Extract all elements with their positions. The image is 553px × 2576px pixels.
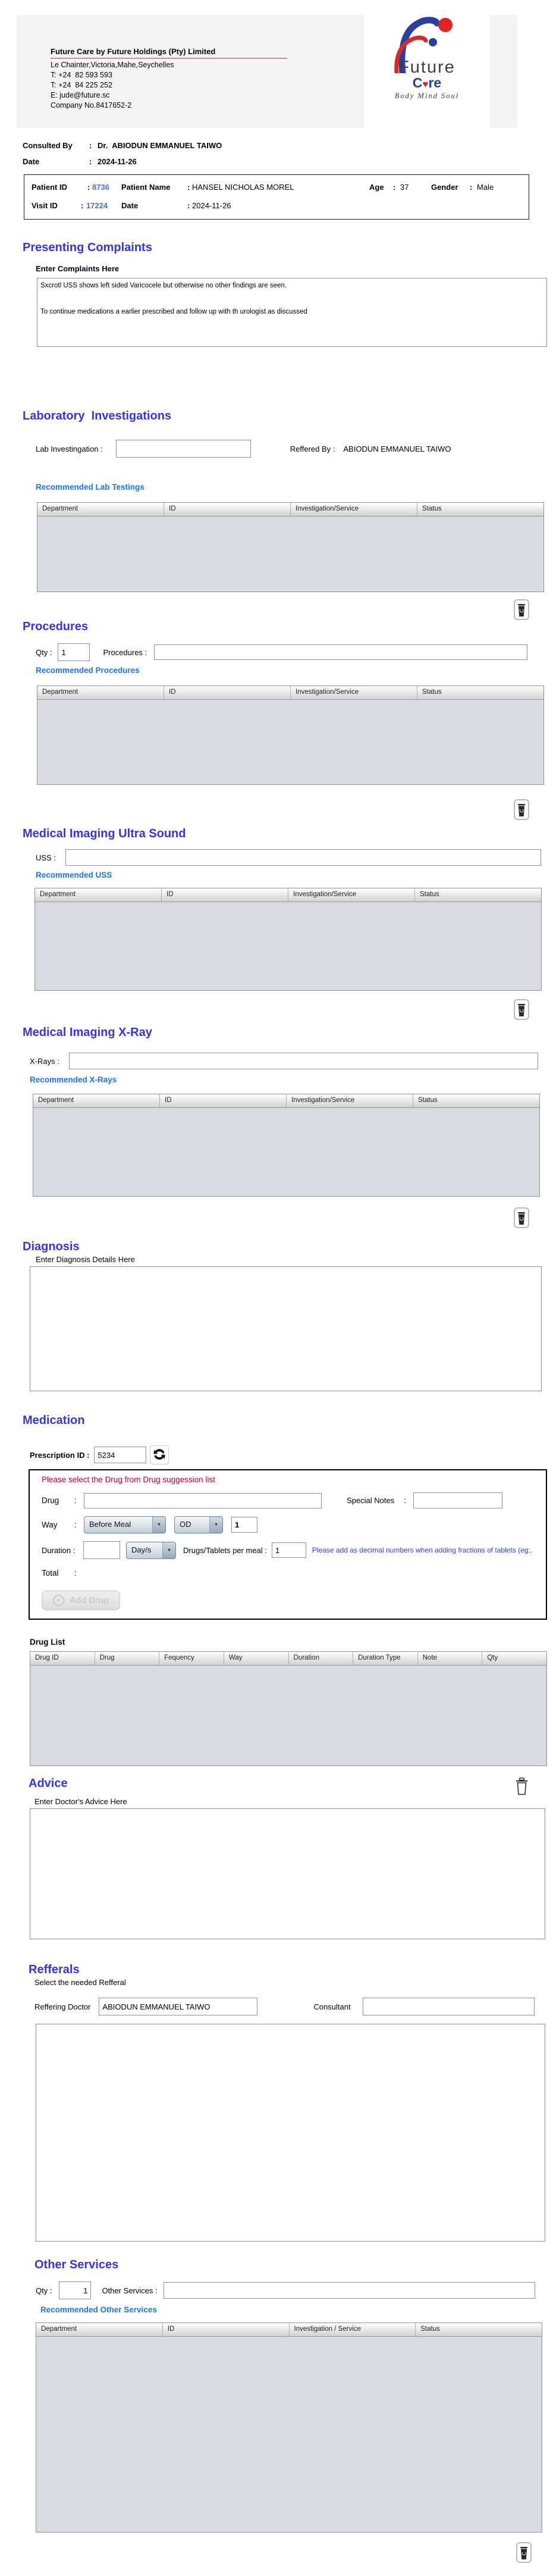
diagnosis-sublabel: Enter Diagnosis Details Here	[36, 1255, 135, 1264]
other-field-label: Other Services :	[102, 2286, 158, 2295]
logo-wordmark-future: Future	[398, 58, 455, 77]
procedures-field-label: Procedures :	[103, 647, 147, 657]
company-logo	[364, 15, 490, 128]
uss-table-body[interactable]	[35, 902, 541, 990]
reffering-doctor-label: Reffering Doctor	[34, 2002, 91, 2011]
trash-icon	[517, 802, 526, 817]
column-header: ID	[164, 503, 291, 516]
refferals-sublabel: Select the needed Refferal	[34, 1978, 126, 1987]
visit-date-label: Date	[121, 201, 139, 210]
company-email: E: jude@future.sc	[51, 91, 110, 99]
other-services-body[interactable]	[36, 2337, 542, 2532]
referred-by-value: ABIODUN EMMANUEL TAIWO	[343, 444, 451, 453]
advice-textarea[interactable]	[30, 1808, 545, 1939]
procedures-qty-input[interactable]	[58, 643, 90, 661]
column-header: ID	[162, 888, 288, 902]
column-header: Status	[422, 505, 442, 512]
refresh-prescription-button[interactable]	[150, 1445, 169, 1464]
reffering-doctor-input[interactable]	[99, 1998, 257, 2015]
lab-table-body[interactable]	[37, 517, 543, 591]
procedures-table	[37, 686, 544, 785]
column-header: Drug ID	[30, 1652, 95, 1665]
column-header: Status	[422, 688, 442, 696]
chevron-down-icon: ▼	[209, 1517, 222, 1533]
xray-input[interactable]	[69, 1053, 538, 1069]
presenting-complaints-title: Presenting Complaints	[23, 241, 152, 254]
column-header: Way	[224, 1652, 289, 1665]
diagnosis-title: Diagnosis	[23, 1240, 80, 1253]
refresh-icon	[152, 1447, 167, 1462]
patient-name-value: HANSEL NICHOLAS MOREL	[192, 183, 294, 192]
patient-id-label: Patient ID	[32, 183, 67, 192]
column-header: Qty	[487, 1654, 498, 1661]
column-header: Department	[35, 888, 162, 902]
add-drug-button[interactable]: + Add Drug	[42, 1591, 120, 1610]
patient-row-1: Patient ID : 8736 Patient Name : HANSEL NICHOLAS MOREL Age : 37 Gender : Male	[32, 183, 494, 192]
xray-field-label: X-Rays :	[30, 1056, 59, 1066]
procedures-title: Procedures	[23, 620, 89, 633]
patient-id-value: 8736	[92, 183, 109, 192]
date-value: 2024-11-26	[98, 157, 137, 166]
date-label: Date	[23, 157, 40, 166]
column-header: Drug	[95, 1652, 160, 1665]
frequency-select[interactable]: OD ▼	[174, 1516, 223, 1533]
chevron-down-icon: ▼	[152, 1517, 165, 1533]
heart-icon: ♥	[422, 79, 429, 90]
column-header: Fequency	[159, 1652, 224, 1665]
drug-list-header	[30, 1652, 546, 1666]
complaints-textarea[interactable]	[37, 278, 547, 347]
recommended-other-link[interactable]: Recommended Other Services	[40, 2305, 157, 2314]
company-phone-1: T: +24 82 593 593	[51, 71, 112, 79]
procedures-table-header	[37, 686, 543, 700]
column-header: ID	[163, 2323, 290, 2336]
logo-tagline: Body Mind Soul	[394, 92, 460, 100]
xray-table-header	[33, 1094, 539, 1108]
gender-label: Gender	[431, 183, 458, 192]
drug-label: Drug	[42, 1496, 59, 1505]
column-header: Duration Type	[353, 1652, 418, 1665]
visit-date-row: Date : 2024-11-26	[23, 157, 137, 166]
patient-info-box	[24, 174, 529, 220]
duration-unit-select[interactable]: Day/s ▼	[126, 1542, 176, 1559]
lab-table	[37, 502, 544, 592]
lab-clear-button[interactable]	[514, 599, 529, 620]
logo-wordmark-care: C♥re	[412, 75, 442, 90]
lab-investigation-input[interactable]	[116, 440, 251, 458]
xray-table-body[interactable]	[33, 1108, 539, 1196]
visit-id-label: Visit ID	[32, 201, 58, 210]
lab-investigation-label: Lab Investingation :	[36, 444, 103, 453]
duration-label: Duration :	[42, 1545, 76, 1555]
column-header: Investigation / Service	[290, 2323, 416, 2336]
procedures-table-body[interactable]	[37, 700, 543, 784]
refferals-title: Refferals	[29, 1963, 80, 1976]
special-notes-label: Special Notes	[347, 1496, 395, 1505]
column-header: Investigation/Service	[291, 503, 417, 516]
patient-name-label: Patient Name	[121, 183, 171, 192]
referred-by-label: Reffered By :	[290, 444, 335, 453]
special-notes-input[interactable]	[413, 1492, 502, 1508]
other-qty-label: Qty :	[36, 2286, 52, 2295]
company-name: Future Care by Future Holdings (Pty) Limited	[51, 47, 287, 59]
column-header: Investigation/Service	[291, 686, 417, 699]
trash-icon	[517, 1002, 526, 1017]
xray-clear-button[interactable]	[514, 1207, 529, 1228]
way-label: Way	[42, 1520, 58, 1529]
diagnosis-textarea[interactable]	[30, 1266, 542, 1391]
prescription-id-input[interactable]	[94, 1447, 146, 1463]
age-label: Age	[369, 183, 384, 192]
age-value: 37	[400, 183, 409, 192]
uss-table	[34, 888, 542, 991]
other-qty-input[interactable]	[59, 2281, 91, 2299]
uss-table-header	[35, 888, 541, 902]
other-services-input[interactable]	[164, 2282, 535, 2299]
total-label: Total	[42, 1569, 59, 1577]
drug-list-body[interactable]	[30, 1666, 546, 1766]
header-band	[17, 15, 517, 128]
other-services-title: Other Services	[34, 2258, 119, 2271]
patient-row-2: Visit ID : 17224 Date : 2024-11-26	[32, 201, 231, 210]
recommended-uss-link[interactable]: Recommended USS	[36, 871, 112, 879]
recommended-xray-link[interactable]: Recommended X-Rays	[30, 1075, 117, 1084]
trash-icon	[515, 1777, 529, 1795]
procedures-clear-button[interactable]	[514, 799, 529, 820]
column-header: Department	[36, 2323, 163, 2336]
decimal-note: Please add as decimal numbers when adding fractions of tablets (eg:.	[312, 1546, 533, 1554]
visit-date-value: 2024-11-26	[192, 201, 231, 210]
advice-title: Advice	[29, 1777, 68, 1790]
consultant-input[interactable]	[363, 1998, 535, 2015]
plus-icon: +	[53, 1595, 64, 1606]
consulted-by-row: Consulted By : Dr. ABIODUN EMMANUEL TAIWO	[23, 141, 222, 150]
per-meal-input[interactable]	[272, 1542, 306, 1558]
chevron-down-icon: ▼	[162, 1542, 175, 1558]
company-address: Le Chainter,Victoria,Mahe,Seychelles	[51, 61, 174, 69]
consultant-label: Consultant	[313, 2002, 351, 2011]
column-header: Department	[33, 1094, 160, 1107]
other-clear-button[interactable]	[516, 2542, 532, 2563]
column-header: Duration	[289, 1652, 354, 1665]
uss-clear-button[interactable]	[514, 999, 529, 1020]
medication-title: Medication	[23, 1414, 85, 1427]
per-meal-label: Drugs/Tablets per meal :	[183, 1545, 267, 1555]
gender-value: Male	[477, 183, 494, 192]
other-services-table	[36, 2323, 542, 2533]
procedures-input[interactable]	[154, 644, 527, 660]
uss-input[interactable]	[65, 849, 541, 866]
drug-list-label: Drug List	[30, 1638, 65, 1647]
company-info	[51, 47, 287, 109]
drug-warning-text: Please select the Drug from Drug suggession list	[42, 1475, 215, 1484]
advice-sublabel: Enter Doctor's Advice Here	[34, 1797, 127, 1806]
uss-field-label: USS :	[36, 853, 56, 862]
xray-title: Medical Imaging X-Ray	[23, 1026, 152, 1039]
procedures-qty-label: Qty :	[36, 647, 52, 657]
way-select[interactable]: Before Meal ▼	[84, 1516, 166, 1533]
uss-title: Medical Imaging Ultra Sound	[23, 827, 186, 840]
trash-icon	[517, 602, 526, 617]
column-header: Status	[420, 891, 439, 898]
consultation-report-page	[0, 15, 553, 2576]
column-header: Investigation/Service	[288, 888, 415, 902]
company-phone-2: T: +24 84 225 252	[51, 81, 112, 89]
other-services-header	[36, 2323, 542, 2337]
visit-id-value: 17224	[86, 201, 108, 210]
consulted-by-label: Consulted By	[23, 141, 73, 150]
column-header: Note	[418, 1652, 483, 1665]
column-header: Status	[420, 2325, 440, 2333]
consulted-by-value: Dr. ABIODUN EMMANUEL TAIWO	[98, 141, 222, 150]
column-header: Status	[418, 1097, 438, 1104]
duration-input[interactable]	[83, 1541, 120, 1559]
column-header: ID	[160, 1094, 287, 1107]
column-header: Department	[37, 503, 164, 516]
column-header: Department	[37, 686, 164, 699]
trash-icon	[517, 1210, 526, 1225]
laboratory-title: Laboratory Investigations	[23, 409, 172, 422]
column-header: ID	[164, 686, 291, 699]
advice-clear-button[interactable]	[514, 1777, 529, 1796]
complaints-sublabel: Enter Complaints Here	[36, 264, 120, 273]
column-header: Investigation/Service	[287, 1094, 413, 1107]
frequency-qty-input[interactable]	[231, 1517, 257, 1533]
xray-table	[33, 1094, 540, 1197]
refferal-list-box[interactable]	[36, 2024, 545, 2242]
recommended-lab-link[interactable]: Recommended Lab Testings	[36, 483, 144, 492]
prescription-id-label: Prescription ID :	[30, 1450, 90, 1460]
drug-list-table	[30, 1651, 547, 1766]
drug-entry-panel: Please select the Drug from Drug suggession list Drug : Special Notes : Way : Before Meal ▼ OD ▼ 1 Duration : Day/s ▼ Drugs/Tablets per meal : 1 Please add as decimal numbers when adding fractions of tablets (eg:. Total : + Add Drug	[29, 1469, 547, 1620]
trash-icon	[519, 2545, 529, 2560]
company-number: Company No.8417652-2	[51, 101, 132, 109]
drug-input[interactable]	[84, 1493, 322, 1508]
recommended-procedures-link[interactable]: Recommended Procedures	[36, 666, 140, 675]
lab-table-header	[37, 503, 543, 517]
